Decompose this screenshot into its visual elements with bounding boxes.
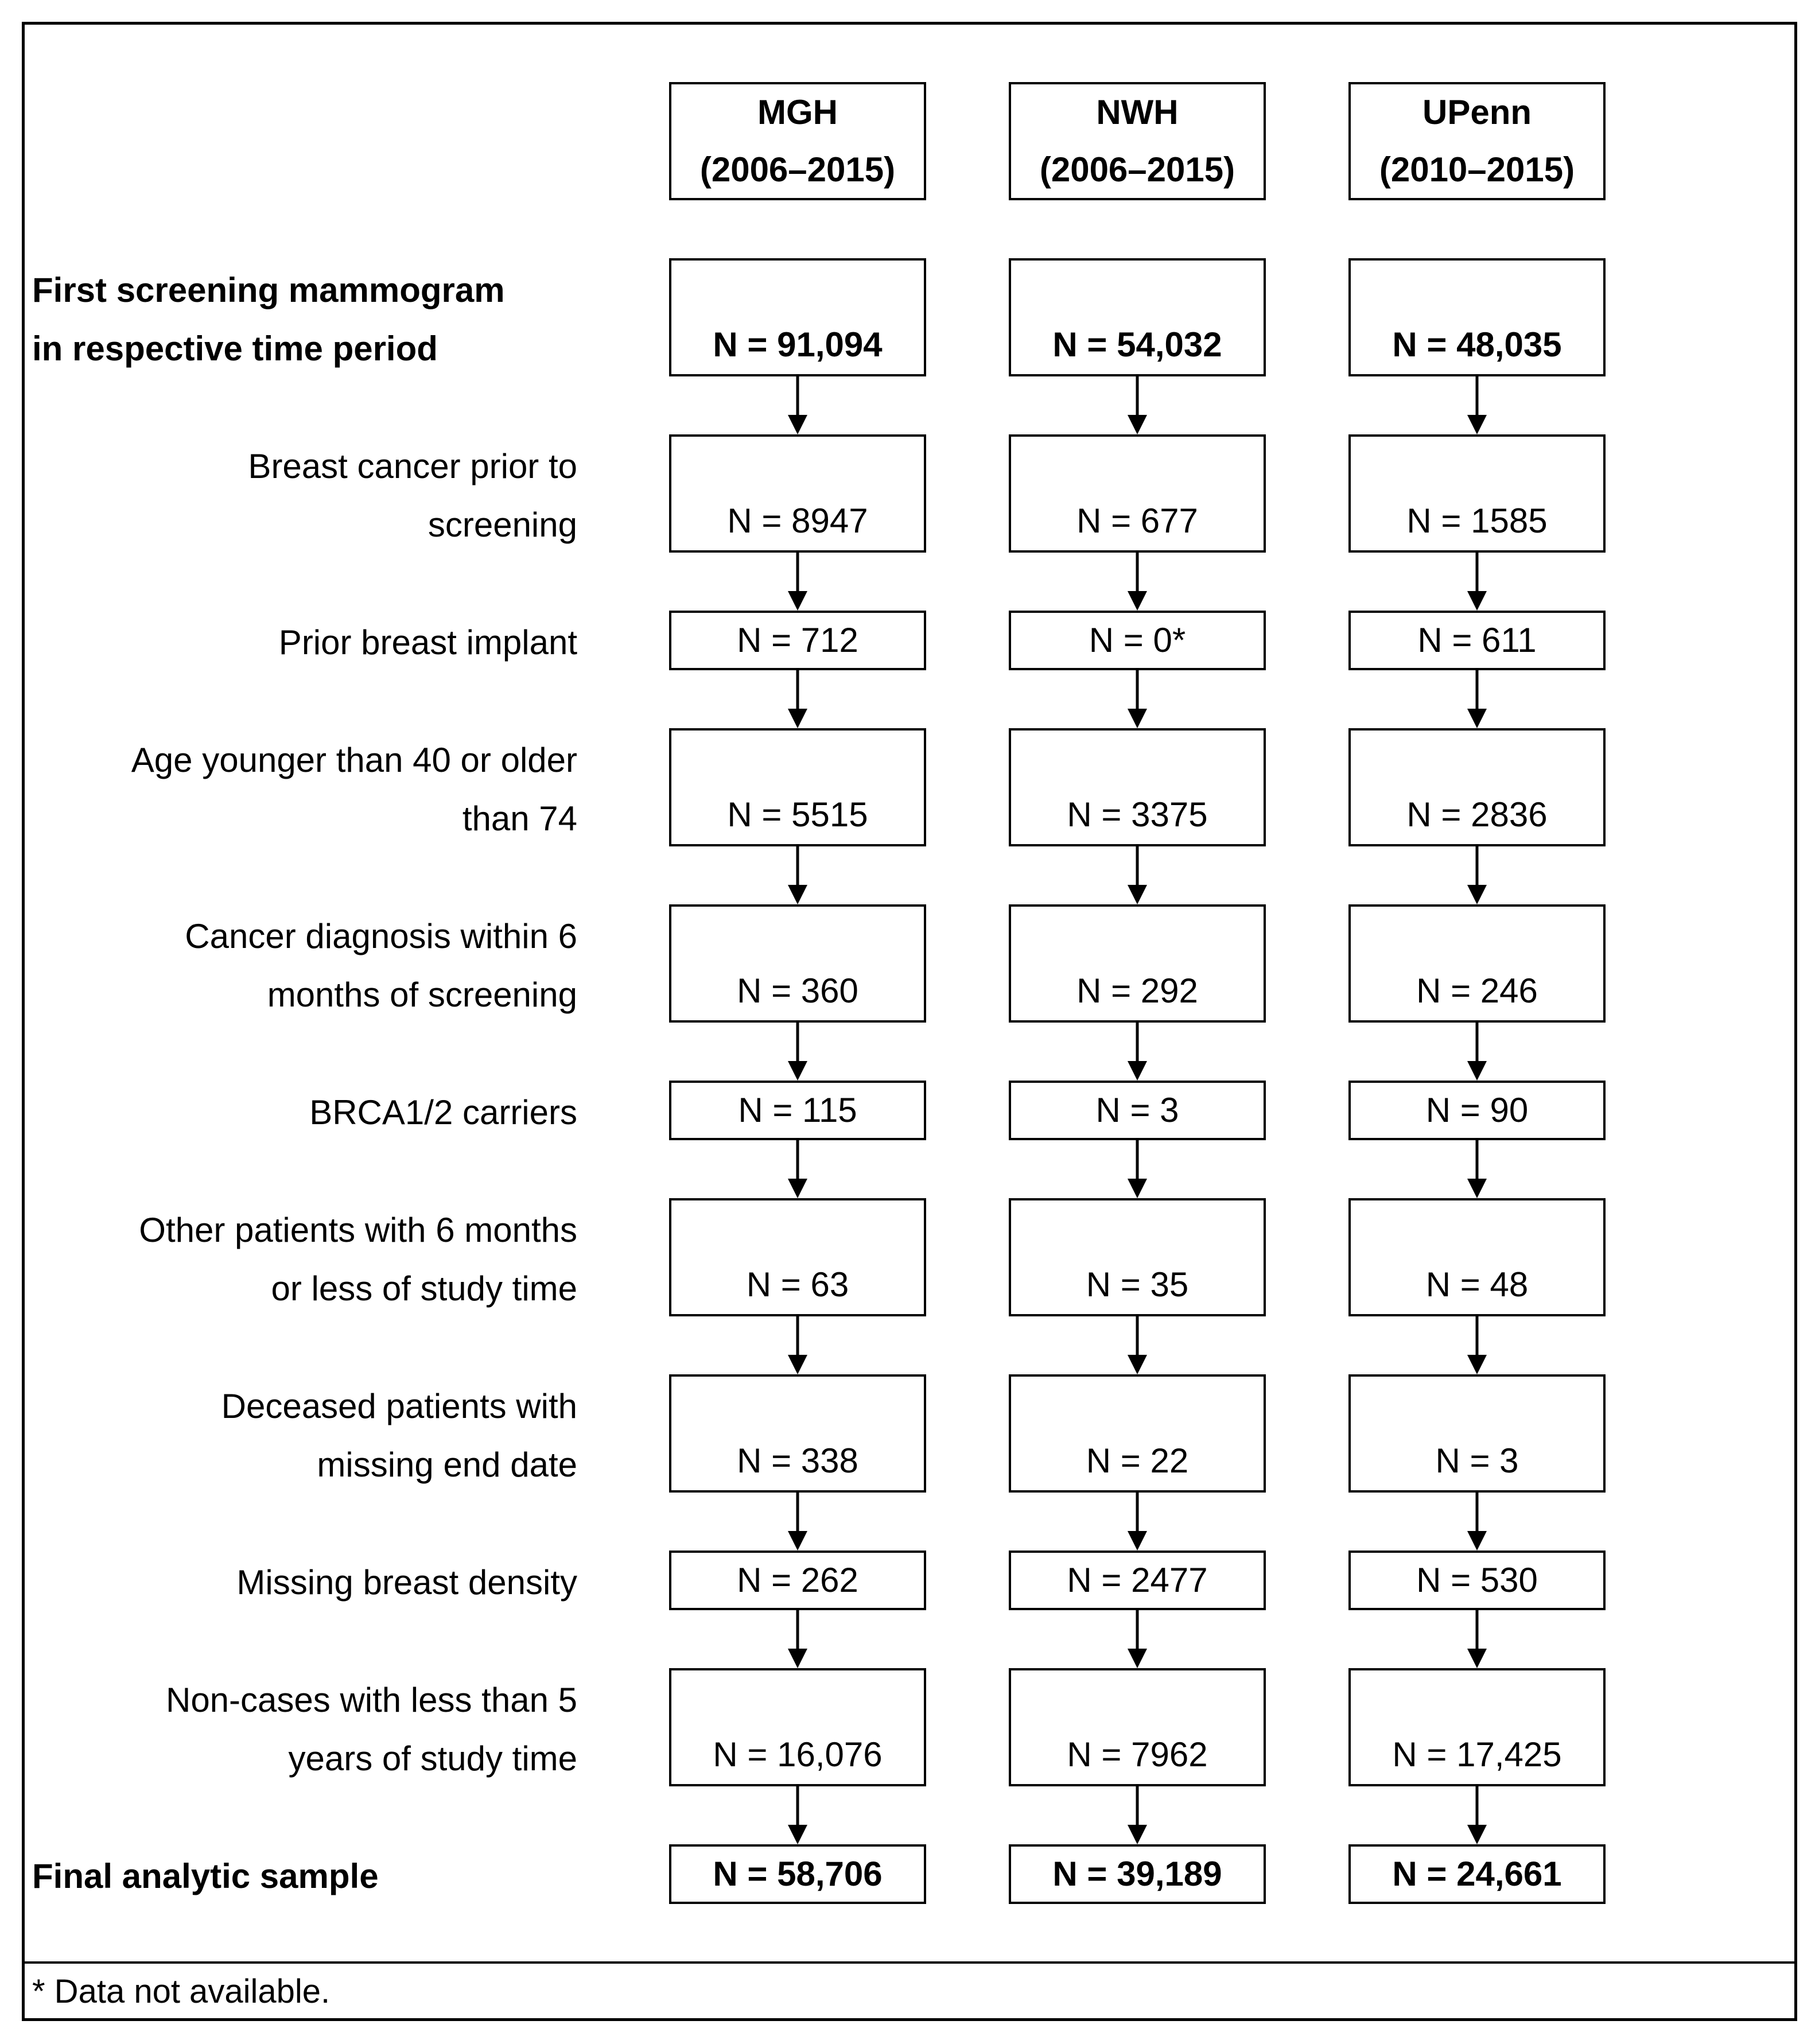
arrow-head <box>1128 1825 1147 1844</box>
arrow-head <box>1467 415 1487 434</box>
arrow-head <box>1128 1355 1147 1374</box>
arrow-head <box>788 1179 807 1198</box>
count-box-mgh: N = 63 <box>669 1198 926 1316</box>
arrow-head <box>1467 591 1487 611</box>
row-label-age: Age younger than 40 or older than 74 <box>131 741 577 838</box>
row-label-prior-cancer: Breast cancer prior to screening <box>248 447 577 544</box>
count-box-mgh: N = 16,076 <box>669 1668 926 1786</box>
arrow-head <box>788 1825 807 1844</box>
count-box-upenn: N = 2836 <box>1348 728 1606 846</box>
count-box-nwh: N = 0* <box>1009 611 1266 670</box>
row-label-non-cases: Non-cases with less than 5 years of study time <box>165 1681 577 1778</box>
count-box-upenn: N = 48,035 <box>1348 258 1606 376</box>
arrow-head <box>788 1355 807 1374</box>
count-box-nwh: N = 7962 <box>1009 1668 1266 1786</box>
count-box-upenn: N = 48 <box>1348 1198 1606 1316</box>
count-box-upenn: N = 90 <box>1348 1081 1606 1140</box>
site-name: NWH <box>1096 93 1179 131</box>
arrow-head <box>788 1649 807 1668</box>
site-period: (2006–2015) <box>1039 150 1235 189</box>
footnote: * Data not available. <box>32 1973 331 2010</box>
site-period: (2006–2015) <box>699 150 896 189</box>
count-box-upenn: N = 3 <box>1348 1374 1606 1493</box>
count-box-upenn: N = 611 <box>1348 611 1606 670</box>
arrow-head <box>1467 1355 1487 1374</box>
site-name: UPenn <box>1422 93 1532 131</box>
arrow-head <box>1467 1825 1487 1844</box>
count-box-mgh: N = 262 <box>669 1551 926 1610</box>
arrow-head <box>1128 1649 1147 1668</box>
count-box-upenn: N = 1585 <box>1348 434 1606 553</box>
arrow-head <box>788 709 807 728</box>
arrow-head <box>1128 885 1147 904</box>
count-box-nwh: N = 22 <box>1009 1374 1266 1493</box>
count-box-nwh: N = 3 <box>1009 1081 1266 1140</box>
arrow-head <box>1128 591 1147 611</box>
count-box-nwh: N = 292 <box>1009 904 1266 1023</box>
arrow-head <box>788 885 807 904</box>
row-label-short-study-time: Other patients with 6 months or less of study time <box>139 1211 577 1308</box>
count-box-mgh: N = 8947 <box>669 434 926 553</box>
site-name: MGH <box>757 93 838 131</box>
count-box-mgh: N = 360 <box>669 904 926 1023</box>
count-box-mgh: N = 338 <box>669 1374 926 1493</box>
row-label-final-sample: Final analytic sample <box>32 1857 379 1895</box>
arrow-head <box>788 591 807 611</box>
arrow-head <box>1467 709 1487 728</box>
site-period: (2010–2015) <box>1379 150 1575 189</box>
row-label-deceased: Deceased patients with missing end date <box>221 1387 577 1484</box>
arrow-head <box>1467 1649 1487 1668</box>
row-label-first-screening: First screening mammogram in respective time period <box>32 271 505 368</box>
arrow-head <box>1128 709 1147 728</box>
count-box-nwh: N = 54,032 <box>1009 258 1266 376</box>
row-label-brca: BRCA1/2 carriers <box>309 1093 577 1132</box>
footer-divider <box>22 1961 1797 1964</box>
arrow-head <box>1467 885 1487 904</box>
count-box-mgh: N = 5515 <box>669 728 926 846</box>
count-box-mgh: N = 91,094 <box>669 258 926 376</box>
count-box-mgh: N = 712 <box>669 611 926 670</box>
arrow-head <box>1128 1061 1147 1081</box>
arrow-head <box>1128 1179 1147 1198</box>
count-box-nwh: N = 35 <box>1009 1198 1266 1316</box>
count-box-upenn: N = 246 <box>1348 904 1606 1023</box>
arrow-head <box>1467 1531 1487 1551</box>
count-box-upenn: N = 530 <box>1348 1551 1606 1610</box>
arrow-head <box>1128 415 1147 434</box>
row-label-breast-implant: Prior breast implant <box>278 623 577 662</box>
arrow-head <box>1467 1061 1487 1081</box>
arrow-head <box>788 415 807 434</box>
count-box-upenn: N = 17,425 <box>1348 1668 1606 1786</box>
count-box-nwh: N = 2477 <box>1009 1551 1266 1610</box>
row-label-cancer-diagnosis: Cancer diagnosis within 6 months of screening <box>185 917 577 1014</box>
arrow-head <box>788 1531 807 1551</box>
final-sample-box-mgh: N = 58,706 <box>669 1844 926 1904</box>
arrow-head <box>788 1061 807 1081</box>
final-sample-box-nwh: N = 39,189 <box>1009 1844 1266 1904</box>
count-box-mgh: N = 115 <box>669 1081 926 1140</box>
count-box-nwh: N = 677 <box>1009 434 1266 553</box>
arrow-head <box>1467 1179 1487 1198</box>
arrow-head <box>1128 1531 1147 1551</box>
final-sample-box-upenn: N = 24,661 <box>1348 1844 1606 1904</box>
row-label-missing-density: Missing breast density <box>236 1563 577 1602</box>
count-box-nwh: N = 3375 <box>1009 728 1266 846</box>
